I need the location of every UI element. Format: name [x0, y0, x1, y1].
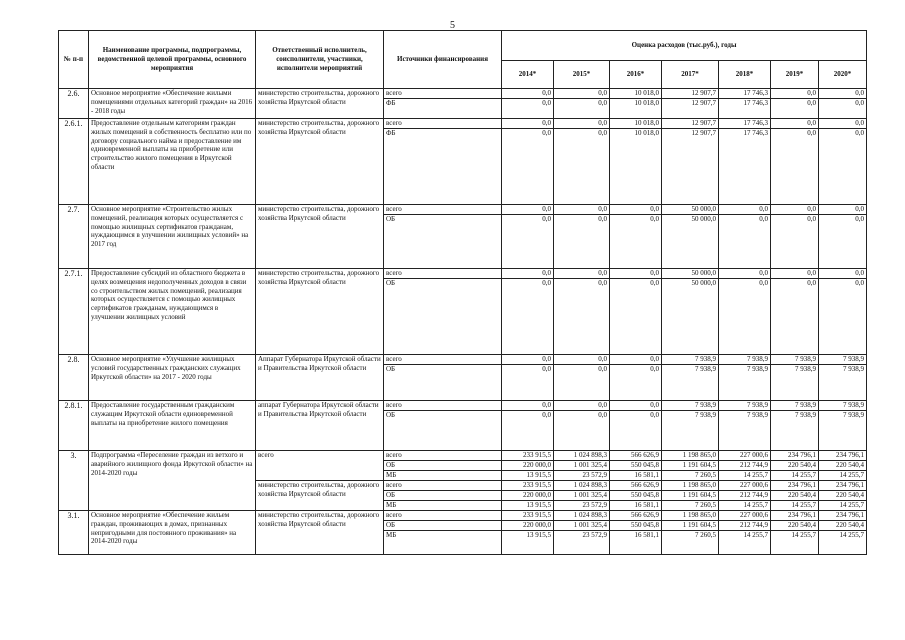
value-cell: 12 907,7 [662, 99, 719, 119]
value-cell: 0,0 [819, 99, 867, 119]
value-cell: 227 000,6 [719, 481, 771, 491]
value-cell: 0,0 [554, 279, 610, 355]
year-header: 2015* [554, 61, 610, 89]
value-cell: 14 255,7 [771, 531, 819, 555]
funding-source: всего [384, 205, 502, 215]
value-cell: 1 191 604,5 [662, 491, 719, 501]
value-cell: 0,0 [771, 89, 819, 99]
funding-source: всего [384, 355, 502, 365]
row-number: 2.6. [59, 89, 89, 119]
value-cell: 550 045,8 [610, 491, 662, 501]
value-cell: 7 938,9 [719, 355, 771, 365]
executor-name: министерство строительства, дорожного хозяйства Иркутской области [256, 481, 384, 511]
row-number: 2.7. [59, 205, 89, 269]
value-cell: 0,0 [502, 119, 554, 129]
value-cell: 7 938,9 [662, 365, 719, 401]
header-executor: Ответственный исполнитель, соисполнители, участники, исполнители мероприятий [256, 31, 384, 89]
activity-name: Основное мероприятие «Улучшение жилищных условий государственных гражданских служащих Иркутской области» на 2017 - 2020 годы [89, 355, 256, 401]
value-cell: 1 001 325,4 [554, 521, 610, 531]
year-header: 2019* [771, 61, 819, 89]
value-cell: 233 915,5 [502, 511, 554, 521]
value-cell: 234 796,1 [771, 511, 819, 521]
value-cell: 233 915,5 [502, 451, 554, 461]
value-cell: 17 746,3 [719, 89, 771, 99]
value-cell: 7 938,9 [662, 411, 719, 451]
value-cell: 12 907,7 [662, 119, 719, 129]
row-number: 2.6.1. [59, 119, 89, 205]
value-cell: 7 938,9 [771, 401, 819, 411]
funding-source: ОБ [384, 411, 502, 451]
value-cell: 0,0 [554, 119, 610, 129]
executor-name: министерство строительства, дорожного хозяйства Иркутской области [256, 269, 384, 355]
value-cell: 7 260,5 [662, 531, 719, 555]
value-cell: 7 938,9 [771, 355, 819, 365]
value-cell: 220 540,4 [819, 461, 867, 471]
executor-name: Аппарат Губернатора Иркутской области и Правительства Иркутской области [256, 355, 384, 401]
executor-name: министерство строительства, дорожного хозяйства Иркутской области [256, 119, 384, 205]
value-cell: 10 018,0 [610, 119, 662, 129]
row-number: 3. [59, 451, 89, 511]
value-cell: 7 938,9 [662, 401, 719, 411]
value-cell: 0,0 [554, 129, 610, 205]
row-number: 3.1. [59, 511, 89, 555]
value-cell: 220 540,4 [819, 491, 867, 501]
header-estimate: Оценка расходов (тыс.руб.), годы [502, 31, 867, 61]
value-cell: 0,0 [719, 279, 771, 355]
value-cell: 220 540,4 [771, 521, 819, 531]
value-cell: 0,0 [554, 411, 610, 451]
funding-source: всего [384, 481, 502, 491]
value-cell: 0,0 [610, 355, 662, 365]
activity-name: Предоставление отдельным категориям граждан жилых помещений в собственность бесплатно или по договору социального найма и предоставление им единовременной выплаты на приобретение или строительство жилого помещения в Иркутской области [89, 119, 256, 205]
value-cell: 566 626,9 [610, 481, 662, 491]
value-cell: 7 938,9 [819, 401, 867, 411]
funding-source: МБ [384, 531, 502, 555]
value-cell: 220 540,4 [819, 521, 867, 531]
value-cell: 14 255,7 [719, 501, 771, 511]
table-row [59, 355, 867, 365]
value-cell: 0,0 [554, 99, 610, 119]
value-cell: 227 000,6 [719, 451, 771, 461]
table-row [59, 89, 867, 99]
value-cell: 0,0 [502, 355, 554, 365]
table-body [59, 89, 867, 555]
value-cell: 0,0 [502, 279, 554, 355]
value-cell: 0,0 [610, 205, 662, 215]
value-cell: 212 744,9 [719, 461, 771, 471]
value-cell: 227 000,6 [719, 511, 771, 521]
value-cell: 0,0 [502, 269, 554, 279]
value-cell: 0,0 [610, 279, 662, 355]
funding-source: ФБ [384, 99, 502, 119]
row-number: 2.8. [59, 355, 89, 401]
funding-source: всего [384, 269, 502, 279]
value-cell: 0,0 [554, 89, 610, 99]
value-cell: 1 024 898,3 [554, 511, 610, 521]
value-cell: 220 000,0 [502, 491, 554, 501]
value-cell: 7 260,5 [662, 501, 719, 511]
value-cell: 234 796,1 [771, 481, 819, 491]
value-cell: 50 000,0 [662, 269, 719, 279]
value-cell: 0,0 [554, 365, 610, 401]
table-row [59, 269, 867, 279]
value-cell: 7 938,9 [719, 365, 771, 401]
activity-name: Основное мероприятие «Строительство жилых помещений, реализация которых осуществляется с помощью жилищных сертификатов гражданам, нуждающимся в улучшении жилищных условий» на 2017 год [89, 205, 256, 269]
value-cell: 0,0 [771, 99, 819, 119]
funding-source: ОБ [384, 491, 502, 501]
value-cell: 1 191 604,5 [662, 521, 719, 531]
value-cell: 1 191 604,5 [662, 461, 719, 471]
header-name: Наименование программы, подпрограммы, ведомственной целевой программы, основного мероприятия [89, 31, 256, 89]
value-cell: 0,0 [610, 269, 662, 279]
activity-name: Основное мероприятие «Обеспечение жильем граждан, проживающих в домах, признанных непригодными для постоянного проживания» на 2014-2020 годы [89, 511, 256, 555]
value-cell: 220 000,0 [502, 461, 554, 471]
value-cell: 17 746,3 [719, 99, 771, 119]
value-cell: 14 255,7 [819, 531, 867, 555]
value-cell: 7 938,9 [819, 365, 867, 401]
value-cell: 14 255,7 [719, 471, 771, 481]
year-header: 2017* [662, 61, 719, 89]
table-row [59, 451, 867, 461]
value-cell: 0,0 [771, 205, 819, 215]
page-number: 5 [450, 20, 455, 31]
funding-source: всего [384, 401, 502, 411]
value-cell: 0,0 [554, 215, 610, 269]
value-cell: 7 260,5 [662, 471, 719, 481]
value-cell: 10 018,0 [610, 99, 662, 119]
value-cell: 17 746,3 [719, 119, 771, 129]
value-cell: 0,0 [771, 269, 819, 279]
value-cell: 0,0 [502, 401, 554, 411]
value-cell: 0,0 [819, 119, 867, 129]
value-cell: 0,0 [819, 279, 867, 355]
activity-name: Предоставление государственным гражданским служащим Иркутской области единовременной выплаты на приобретение жилого помещения [89, 401, 256, 451]
value-cell: 234 796,1 [819, 451, 867, 461]
value-cell: 50 000,0 [662, 279, 719, 355]
value-cell: 220 540,4 [771, 461, 819, 471]
value-cell: 0,0 [719, 269, 771, 279]
value-cell: 0,0 [771, 279, 819, 355]
executor-name: министерство строительства, дорожного хозяйства Иркутской области [256, 89, 384, 119]
funding-source: ОБ [384, 461, 502, 471]
value-cell: 50 000,0 [662, 215, 719, 269]
funding-source: ФБ [384, 129, 502, 205]
subprogram-name: Подпрограмма «Переселение граждан из ветхого и аварийного жилищного фонда Иркутской области» на 2014-2020 годы [89, 451, 256, 511]
value-cell: 1 198 865,0 [662, 451, 719, 461]
activity-name: Предоставление субсидий из областного бюджета в целях возмещения недополученных доходов в связи со строительством жилых помещений, реализация которых осуществляется с помощью жилищных сертификатов гражданам, нуждающимся в улучшении жилищных условий [89, 269, 256, 355]
value-cell: 0,0 [502, 365, 554, 401]
value-cell: 233 915,5 [502, 481, 554, 491]
value-cell: 0,0 [610, 401, 662, 411]
value-cell: 7 938,9 [719, 401, 771, 411]
value-cell: 1 198 865,0 [662, 511, 719, 521]
value-cell: 0,0 [719, 205, 771, 215]
table-row [59, 401, 867, 411]
value-cell: 14 255,7 [771, 471, 819, 481]
funding-source: ОБ [384, 365, 502, 401]
value-cell: 0,0 [554, 269, 610, 279]
value-cell: 0,0 [610, 411, 662, 451]
value-cell: 23 572,9 [554, 531, 610, 555]
value-cell: 16 581,1 [610, 501, 662, 511]
value-cell: 234 796,1 [819, 481, 867, 491]
value-cell: 1 198 865,0 [662, 481, 719, 491]
value-cell: 13 915,5 [502, 471, 554, 481]
value-cell: 0,0 [502, 205, 554, 215]
value-cell: 220 000,0 [502, 521, 554, 531]
row-number: 2.8.1. [59, 401, 89, 451]
table-row [59, 511, 867, 521]
header-num: № п-п [59, 31, 89, 89]
value-cell: 7 938,9 [662, 355, 719, 365]
value-cell: 0,0 [819, 89, 867, 99]
funding-source: всего [384, 119, 502, 129]
funding-source: всего [384, 511, 502, 521]
value-cell: 0,0 [610, 365, 662, 401]
value-cell: 17 746,3 [719, 129, 771, 205]
value-cell: 7 938,9 [819, 355, 867, 365]
year-header: 2018* [719, 61, 771, 89]
header-source: Источники финансирования [384, 31, 502, 89]
table-row [59, 205, 867, 215]
row-number: 2.7.1. [59, 269, 89, 355]
value-cell: 0,0 [819, 269, 867, 279]
value-cell: 0,0 [502, 129, 554, 205]
value-cell: 10 018,0 [610, 129, 662, 205]
value-cell: 212 744,9 [719, 491, 771, 501]
value-cell: 1 024 898,3 [554, 451, 610, 461]
value-cell: 1 024 898,3 [554, 481, 610, 491]
value-cell: 50 000,0 [662, 205, 719, 215]
value-cell: 7 938,9 [771, 365, 819, 401]
value-cell: 7 938,9 [719, 411, 771, 451]
value-cell: 14 255,7 [819, 501, 867, 511]
value-cell: 0,0 [771, 119, 819, 129]
value-cell: 23 572,9 [554, 471, 610, 481]
value-cell: 220 540,4 [771, 491, 819, 501]
year-header: 2014* [502, 61, 554, 89]
funding-source: МБ [384, 471, 502, 481]
value-cell: 566 626,9 [610, 511, 662, 521]
value-cell: 0,0 [502, 411, 554, 451]
value-cell: 0,0 [819, 205, 867, 215]
value-cell: 0,0 [771, 215, 819, 269]
value-cell: 23 572,9 [554, 501, 610, 511]
value-cell: 0,0 [819, 215, 867, 269]
funding-source: ОБ [384, 521, 502, 531]
value-cell: 10 018,0 [610, 89, 662, 99]
value-cell: 16 581,1 [610, 531, 662, 555]
value-cell: 550 045,8 [610, 461, 662, 471]
value-cell: 0,0 [719, 215, 771, 269]
value-cell: 0,0 [554, 355, 610, 365]
header-row [59, 31, 867, 61]
funding-source: ОБ [384, 279, 502, 355]
value-cell: 1 001 325,4 [554, 461, 610, 471]
year-header: 2020* [819, 61, 867, 89]
value-cell: 12 907,7 [662, 129, 719, 205]
executor-name: всего [256, 451, 384, 481]
budget-table [58, 30, 867, 555]
funding-source: ОБ [384, 215, 502, 269]
value-cell: 0,0 [771, 129, 819, 205]
year-header: 2016* [610, 61, 662, 89]
value-cell: 234 796,1 [771, 451, 819, 461]
activity-name: Основное мероприятие «Обеспечение жилыми помещениями отдельных категорий граждан» на 2016 - 2018 годы [89, 89, 256, 119]
value-cell: 566 626,9 [610, 451, 662, 461]
value-cell: 16 581,1 [610, 471, 662, 481]
value-cell: 14 255,7 [819, 471, 867, 481]
value-cell: 0,0 [502, 99, 554, 119]
value-cell: 0,0 [610, 215, 662, 269]
value-cell: 0,0 [502, 89, 554, 99]
value-cell: 212 744,9 [719, 521, 771, 531]
executor-name: аппарат Губернатора Иркутской области и Правительства Иркутской области [256, 401, 384, 451]
value-cell: 0,0 [554, 401, 610, 411]
value-cell: 12 907,7 [662, 89, 719, 99]
funding-source: всего [384, 451, 502, 461]
value-cell: 1 001 325,4 [554, 491, 610, 501]
value-cell: 0,0 [554, 205, 610, 215]
executor-name: министерство строительства, дорожного хозяйства Иркутской области [256, 205, 384, 269]
executor-name: министерство строительства, дорожного хозяйства Иркутской области [256, 511, 384, 555]
value-cell: 14 255,7 [719, 531, 771, 555]
value-cell: 7 938,9 [771, 411, 819, 451]
value-cell: 234 796,1 [819, 511, 867, 521]
value-cell: 0,0 [819, 129, 867, 205]
table-row [59, 119, 867, 129]
value-cell: 550 045,8 [610, 521, 662, 531]
value-cell: 0,0 [502, 215, 554, 269]
value-cell: 13 915,5 [502, 531, 554, 555]
value-cell: 13 915,5 [502, 501, 554, 511]
value-cell: 14 255,7 [771, 501, 819, 511]
funding-source: МБ [384, 501, 502, 511]
funding-source: всего [384, 89, 502, 99]
value-cell: 7 938,9 [819, 411, 867, 451]
